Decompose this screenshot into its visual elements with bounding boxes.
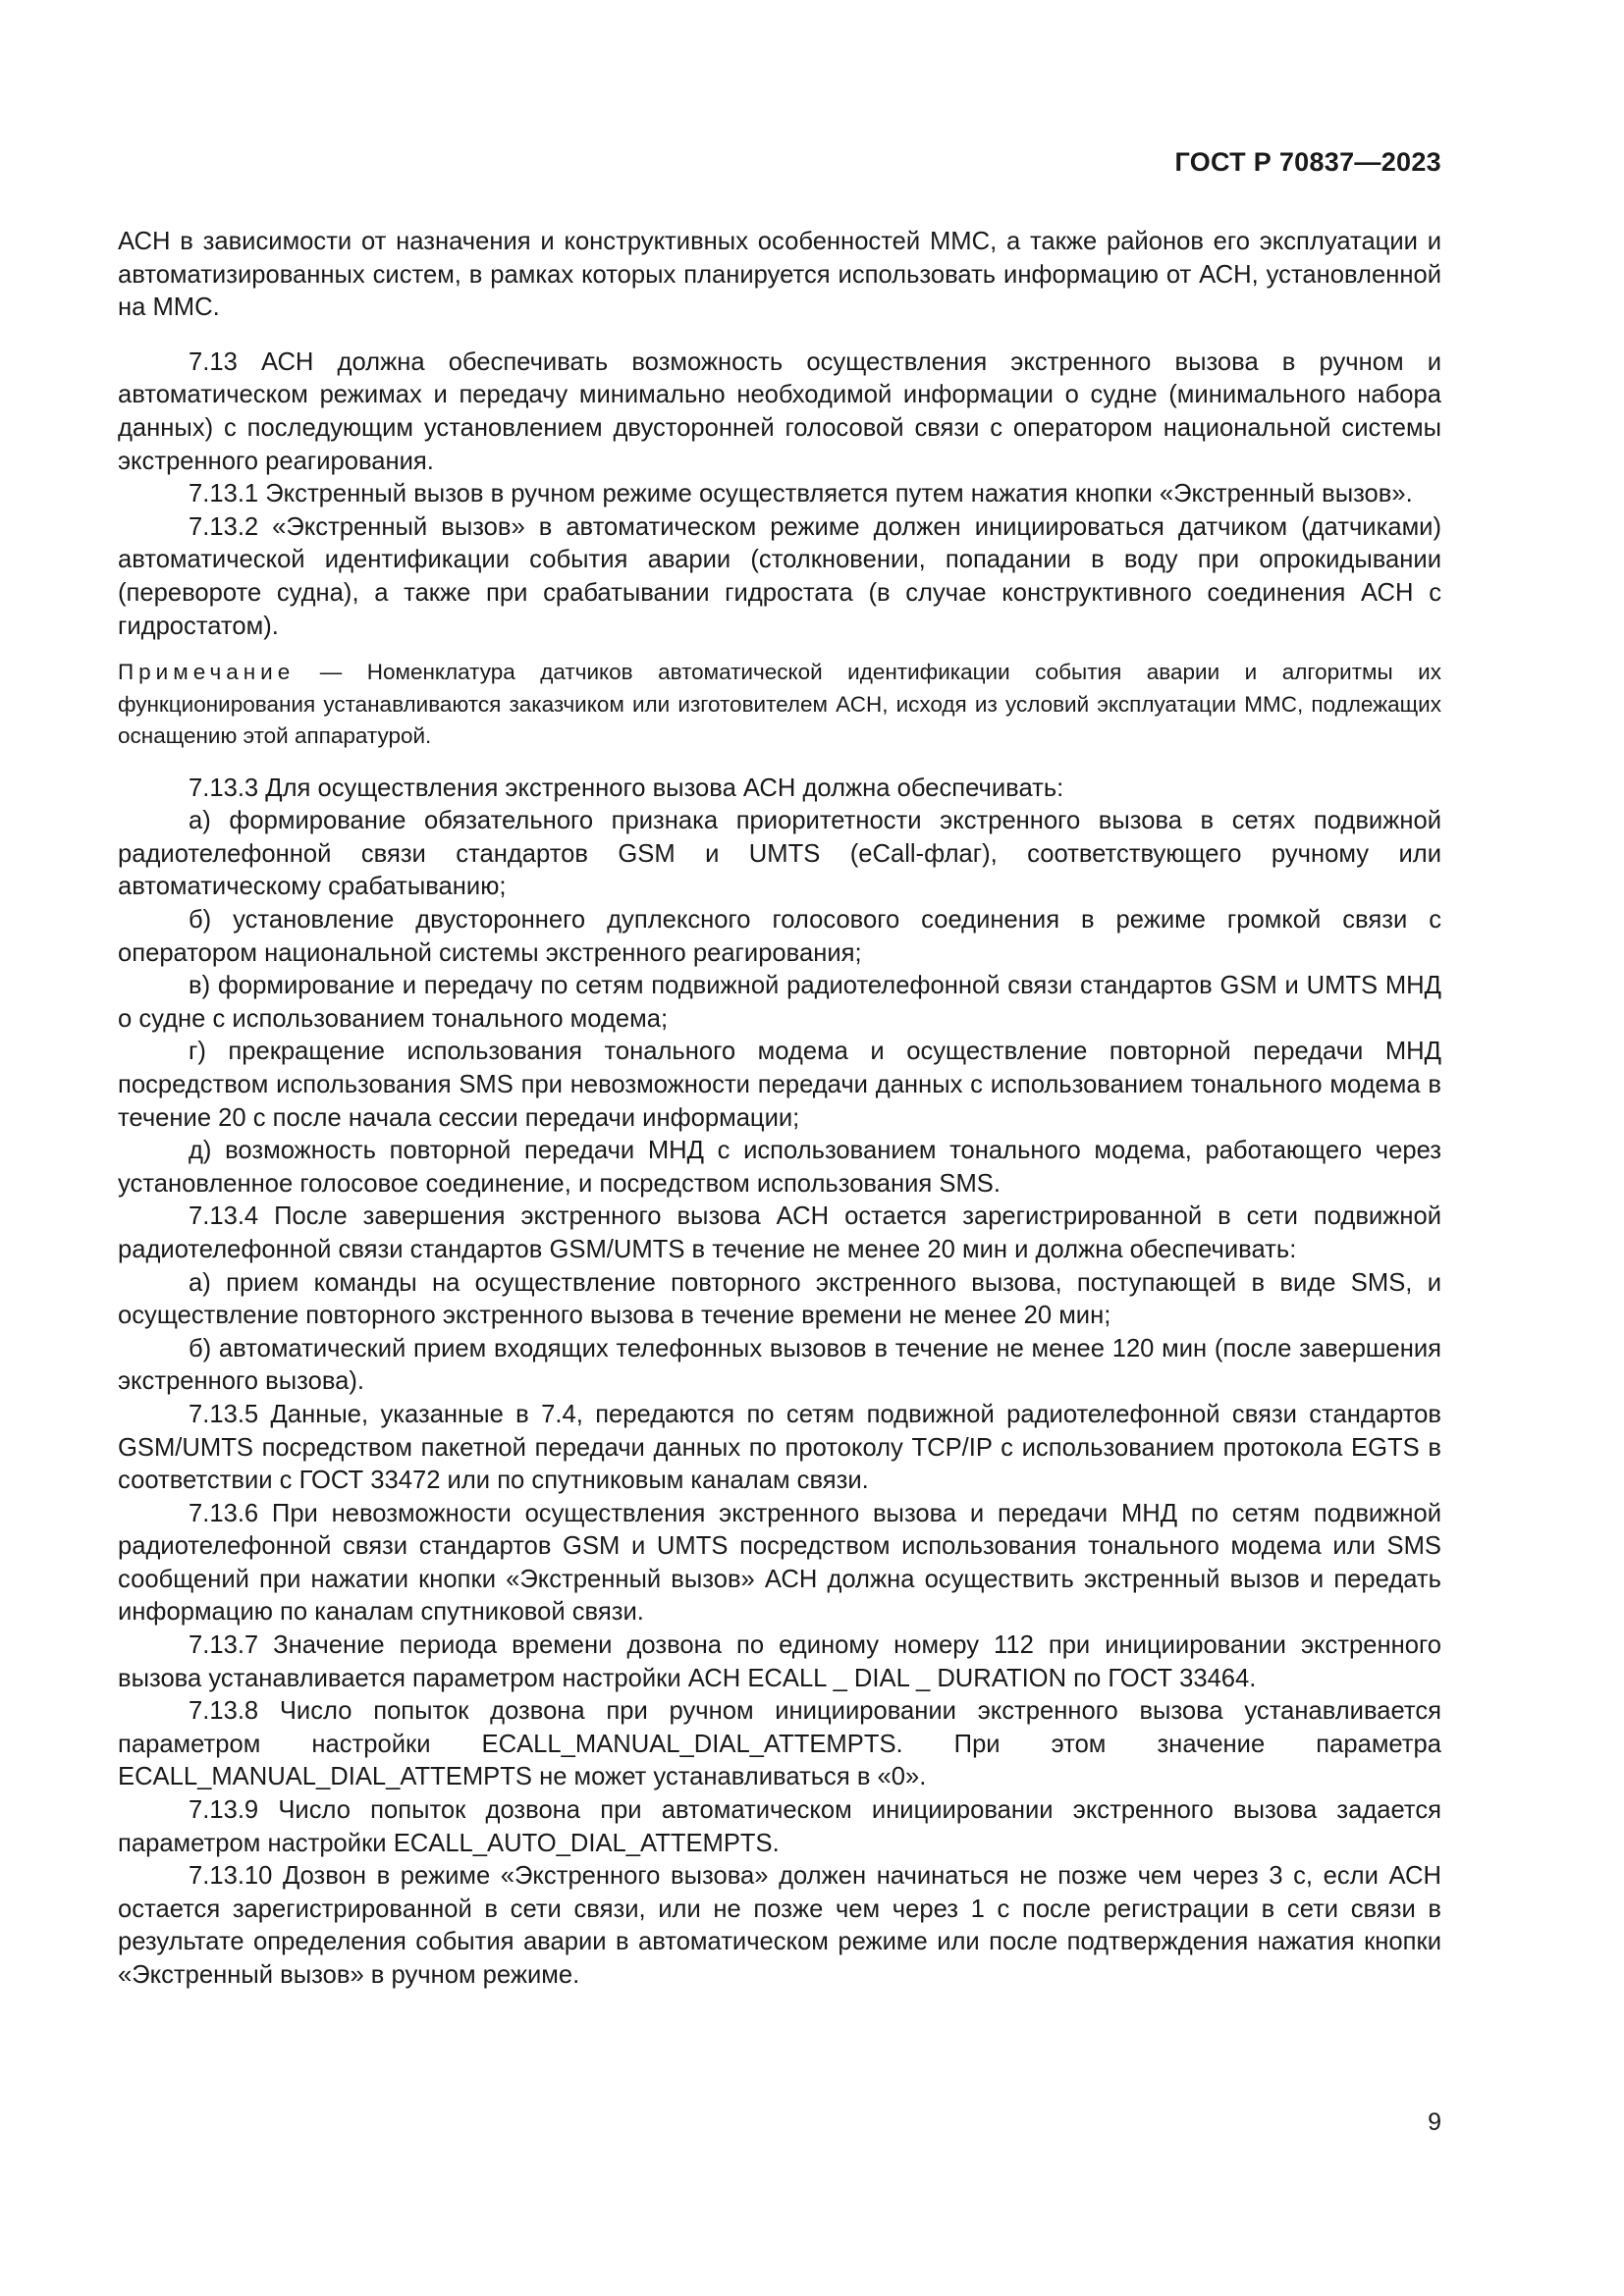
paragraph-7-13-9: 7.13.9 Число попыток дозвона при автоматическом инициировании экстренного вызова задается параметром настройки ECALL_AUTO_DIAL_ATTEMPTS. <box>118 1796 1441 1857</box>
paragraph-7-13-10: 7.13.10 Дозвон в режиме «Экстренного вызова» должен начинаться не позже чем через 3 с, если АСН остается зарегистрированной в сети связи, или не позже чем через 1 с после регистрации в сети связи в результате определения события аварии в автоматическом режиме или после подтверждения нажатия кнопки «Экстренный вызов» в ручном режиме. <box>118 1862 1441 1989</box>
paragraph-7-13-3: 7.13.3 Для осуществления экстренного вызова АСН должна обеспечивать: <box>189 774 1064 802</box>
paragraph-7-13-5: 7.13.5 Данные, указанные в 7.4, передаются по сетям подвижной радиотелефонной связи стандартов GSM/UMTS посредством пакетной передачи данных по протоколу TCP/IP с использованием протокола EGTS в соответствии с ГОСТ 33472 или по спутниковым каналам связи. <box>118 1400 1441 1495</box>
paragraph-7-13-1: 7.13.1 Экстренный вызов в ручном режиме осуществляется путем нажатия кнопки «Экстренный вызов». <box>189 480 1413 508</box>
document-header-id: ГОСТ Р 70837—2023 <box>1174 147 1441 177</box>
note-label: Примечание <box>118 660 296 685</box>
paragraph-7-13: 7.13 АСН должна обеспечивать возможность осуществления экстренного вызова в ручном и автоматическом режимах и передачу минимально необходимой информации о судне (минимального набора данных) с последующим установлением двусторонней голосовой связи с оператором национальной системы экстренного реагирования. <box>118 347 1441 475</box>
paragraph-7-13-8: 7.13.8 Число попыток дозвона при ручном инициировании экстренного вызова устанавливается параметром настройки ECALL_MANUAL_DIAL_ATTEMPTS. При этом значение параметра ECALL_MANUAL_DIAL_ATTEMPTS не может устанавливаться в «0». <box>118 1697 1441 1791</box>
list-item-a-2: а) прием команды на осуществление повторного экстренного вызова, поступающей в виде SMS, и осуществление повторного экстренного вызова в течение времени не менее 20 мин; <box>118 1268 1441 1330</box>
paragraph-7-13-4: 7.13.4 После завершения экстренного вызова АСН остается зарегистрированной в сети подвижной радиотелефонной связи стандартов GSM/UMTS в течение не менее 20 мин и должна обеспечивать: <box>118 1202 1441 1263</box>
list-item-b-2: б) автоматический прием входящих телефонных вызовов в течение не менее 120 мин (после завершения экстренного вызова). <box>118 1334 1441 1396</box>
page-number: 9 <box>1428 2109 1441 2136</box>
list-item-a: а) формирование обязательного признака приоритетности экстренного вызова в сетях подвижной радиотелефонной связи стандартов GSM и UMTS (eCall-флаг), соответствующего ручному или автоматическому срабатыванию; <box>118 807 1441 901</box>
list-item-v: в) формирование и передачу по сетям подвижной радиотелефонной связи стандартов GSM и UMTS МНД о судне с использованием тонального модема; <box>118 972 1441 1033</box>
list-item-b: б) установление двустороннего дуплексного голосового соединения в режиме громкой связи с оператором национальной системы экстренного реагирования; <box>118 906 1441 967</box>
note-text: — Номенклатура датчиков автоматической идентификации события аварии и алгоритмы их функционирования устанавливаются заказчиком или изготовителем АСН, исходя из условий эксплуатации ММС, подлежащих оснащению этой аппаратурой. <box>118 660 1441 749</box>
paragraph-continuation: АСН в зависимости от назначения и конструктивных особенностей ММС, а также районов его эксплуатации и автоматизированных систем, в рамках которых планируется использовать информацию от АСН, установленной на ММС. <box>118 228 1441 322</box>
list-item-g: г) прекращение использования тонального модема и осуществление повторной передачи МНД посредством использования SMS при невозможности передачи данных с использованием тонального модема в течение 20 с после начала сессии передачи информации; <box>118 1038 1441 1132</box>
paragraph-7-13-2: 7.13.2 «Экстренный вызов» в автоматическом режиме должен инициироваться датчиком (датчиками) автоматической идентификации события аварии (столкновении, попадании в воду при опрокидывании (перевороте судна), а также при срабатывании гидростата (в случае конструктивного соединения АСН с гидростатом). <box>118 512 1441 640</box>
paragraph-7-13-6: 7.13.6 При невозможности осуществления экстренного вызова и передачи МНД по сетям подвижной радиотелефонной связи стандартов GSM и UMTS посредством использования тонального модема или SMS сообщений при нажатии кнопки «Экстренный вызов» АСН должна осуществить экстренный вызов и передать информацию по каналам спутниковой связи. <box>118 1499 1441 1627</box>
document-body <box>118 226 1441 1993</box>
paragraph-7-13-7: 7.13.7 Значение периода времени дозвона по единому номеру 112 при инициировании экстренного вызова устанавливается параметром настройки АСН ECALL _ DIAL _ DURATION по ГОСТ 33464. <box>118 1631 1441 1692</box>
note-block <box>118 657 1441 753</box>
list-item-d: д) возможность повторной передачи МНД с использованием тонального модема, работающего через установленное голосовое соединение, и посредством использования SMS. <box>118 1137 1441 1198</box>
